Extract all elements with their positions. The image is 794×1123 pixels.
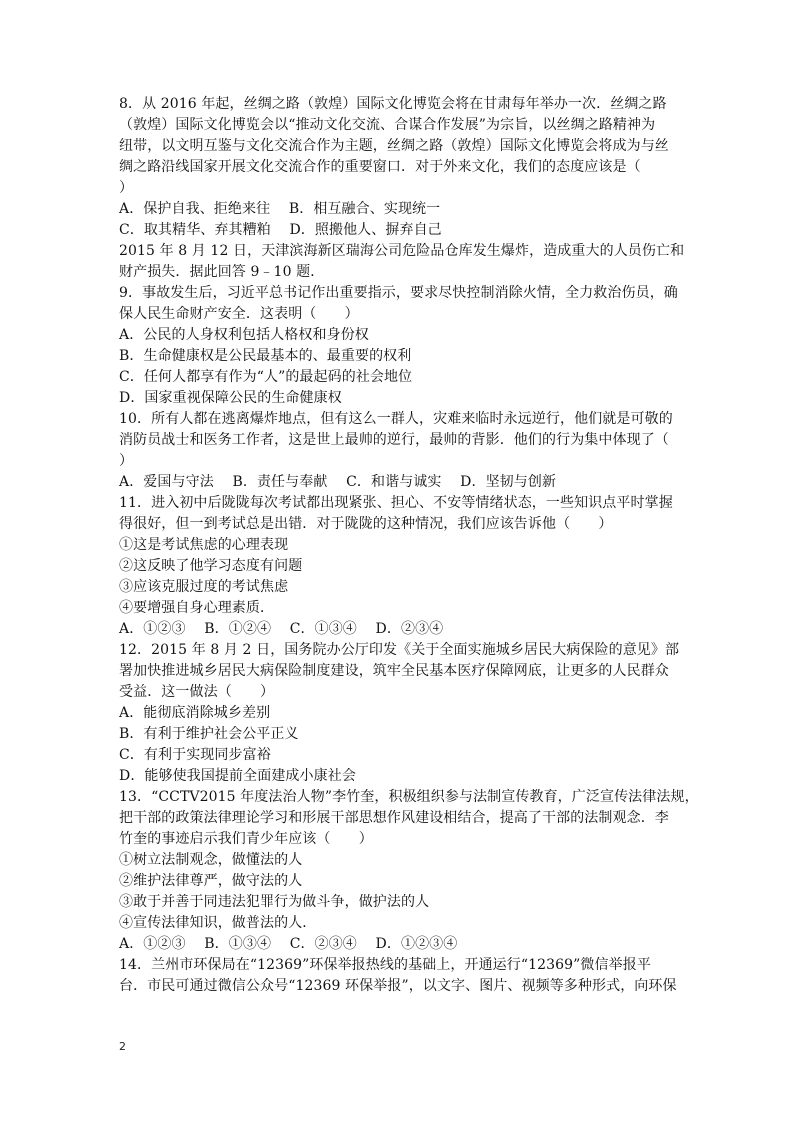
text-line: 台．市民可通过微信公众号“12369 环保举报”，以文字、图片、视频等多种形式，向环保 (119, 978, 677, 994)
text-line: 消防员战士和医务工作者，这是世上最帅的逆行，最帅的背影．他们的行为集中体现了（ (119, 432, 669, 448)
statement-line: ①这是考试焦虑的心理表现 (119, 537, 289, 553)
statement-line: ④要增强自身心理素质． (119, 600, 275, 616)
text-line: 纽带，以文明互鉴与文化交流合作为主题，丝绸之路（敦煌）国际文化博览会将成为与丝 (119, 138, 669, 154)
page-number: 2 (119, 1040, 126, 1053)
text-line: 绸之路沿线国家开展文化交流合作的重要窗口．对于外来文化，我们的态度应该是（ (119, 159, 641, 175)
text-line: 8．从 2016 年起，丝绸之路（敦煌）国际文化博览会将在甘肃每年举办一次．丝绸之路 (119, 96, 667, 112)
option-line: A．公民的人身权利包括人格权和身份权 (119, 327, 369, 343)
text-line: 竹奎的事迹启示我们青少年应该（ ） (119, 831, 373, 847)
option-line: B．生命健康权是公民最基本的、最重要的权利 (119, 348, 412, 364)
option-line: C．任何人都享有作为“人”的最起码的社会地位 (119, 369, 413, 385)
statement-line: ③应该克服过度的考试焦虑 (119, 579, 289, 595)
text-line: 2015 年 8 月 12 日，天津滨海新区瑞海公司危险品仓库发生爆炸，造成重大的人员伤亡和 (119, 243, 685, 259)
option-line: D．国家重视保障公民的生命健康权 (119, 390, 342, 406)
text-line: 11．进入初中后陇陇每次考试都出现紧张、担心、不安等情绪状态，一些知识点平时掌握 (119, 495, 673, 511)
option-line: A．爱国与守法 B．责任与奉献 C．和谐与诚实 D．坚韧与创新 (119, 474, 557, 490)
statement-line: ②维护法律尊严，做守法的人 (119, 873, 303, 889)
text-line: ） (119, 180, 134, 196)
statement-line: ①树立法制观念，做懂法的人 (119, 852, 303, 868)
statement-line: ②这反映了他学习态度有问题 (119, 558, 303, 574)
text-line: 受益．这一做法（ ） (119, 684, 275, 700)
text-line: 得很好，但一到考试总是出错．对于陇陇的这种情况，我们应该告诉他（ ） (119, 516, 613, 532)
option-line: B．有利于维护社会公平正义 (119, 726, 299, 742)
option-line: A．①②③ B．①②④ C．①③④ D．②③④ (119, 621, 444, 637)
option-line: A．①②③ B．①③④ C．②③④ D．①②③④ (119, 936, 458, 952)
option-line: A．保护自我、拒绝来往 B．相互融合、实现统一 (119, 201, 441, 217)
option-line: D．能够使我国提前全面建成小康社会 (119, 768, 356, 784)
option-line: A．能彻底消除城乡差别 (119, 705, 271, 721)
text-line: 14．兰州市环保局在“12369”环保举报热线的基础上，开通运行“12369”微信举报平 (119, 957, 651, 973)
text-line: 13．“CCTV2015 年度法治人物”李竹奎，积极组织参与法制宣传教育，广泛宣传法律法规， (119, 789, 699, 805)
text-line: 把干部的政策法律理论学习和形展干部思想作风建设相结合，提高了干部的法制观念．李 (119, 810, 669, 826)
option-line: C．有利于实现同步富裕 (119, 747, 271, 763)
text-line: ） (119, 453, 134, 469)
text-line: （敦煌）国际文化博览会以“推动文化交流、合谋合作发展”为宗旨，以丝绸之路精神为 (119, 117, 656, 133)
text-line: 财产损失．据此回答 9﹣10 题． (119, 264, 325, 280)
statement-line: ④宣传法律知识，做普法的人． (119, 915, 317, 931)
statement-line: ③敢于并善于同违法犯罪行为做斗争，做护法的人 (119, 894, 430, 910)
text-line: 保人民生命财产安全．这表明（ ） (119, 306, 359, 322)
text-line: 10．所有人都在逃离爆炸地点，但有这么一群人，灾难来临时永远逆行，他们就是可敬的 (119, 411, 673, 427)
text-line: 署加快推进城乡居民大病保险制度建设，筑牢全民基本医疗保障网底，让更多的人民群众 (119, 663, 669, 679)
document-body (119, 94, 699, 997)
option-line: C．取其精华、弃其糟粕 D．照搬他人、摒弃自己 (119, 222, 442, 238)
text-line: 12．2015 年 8 月 2 日，国务院办公厅印发《关于全面实施城乡居民大病保险的意见》部 (119, 642, 680, 658)
text-line: 9．事故发生后，习近平总书记作出重要指示，要求尽快控制消除火情，全力救治伤员，确 (119, 285, 678, 301)
